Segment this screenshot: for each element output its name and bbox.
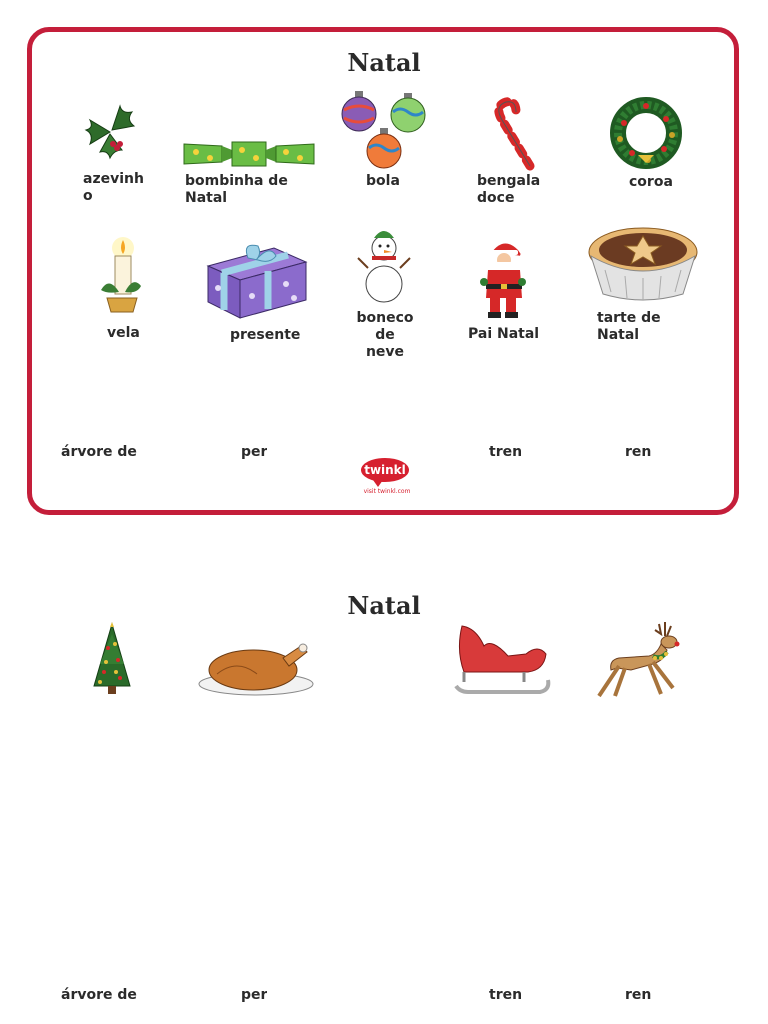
word-label-clipped: per	[241, 444, 268, 460]
word-label-clipped: ren	[625, 444, 652, 460]
word-label: bengala doce	[477, 173, 541, 206]
logo-url: visit twinkl.com	[363, 488, 411, 495]
sleigh-icon	[454, 620, 552, 698]
cracker-icon	[182, 138, 316, 170]
word-label-clipped: árvore de	[61, 987, 137, 1003]
present-icon	[204, 238, 310, 320]
word-label-clipped: ren	[625, 987, 652, 1003]
word-label-clipped: per	[241, 987, 268, 1003]
word-label-clipped: tren	[489, 987, 523, 1003]
word-label: tarte de Natal	[597, 310, 661, 343]
word-label: boneco de neve	[356, 310, 414, 360]
santa-icon	[478, 238, 528, 320]
logo-text: twinkl	[361, 458, 409, 482]
reindeer-icon	[595, 620, 683, 700]
candy-cane-icon	[486, 98, 538, 170]
word-label: bola	[366, 173, 400, 189]
page-title: Natal	[347, 591, 421, 620]
baubles-icon	[338, 88, 432, 172]
word-label: presente	[230, 327, 301, 343]
mince-pie-icon	[585, 222, 701, 304]
word-label: coroa	[629, 174, 673, 190]
word-label: azevinh o	[83, 171, 144, 204]
candle-icon	[97, 236, 145, 316]
word-label-clipped: tren	[489, 444, 523, 460]
snowman-icon	[356, 224, 412, 304]
holly-icon	[80, 100, 140, 160]
word-label: bombinha de Natal	[185, 173, 288, 206]
word-label-clipped: árvore de	[61, 444, 137, 460]
roast-turkey-icon	[197, 638, 315, 698]
wreath-icon	[610, 97, 682, 169]
christmas-tree-icon	[88, 620, 136, 698]
word-label: Pai Natal	[468, 326, 540, 342]
word-label: vela	[107, 325, 140, 341]
twinkl-logo[interactable]	[361, 458, 413, 495]
page-title: Natal	[347, 48, 421, 77]
